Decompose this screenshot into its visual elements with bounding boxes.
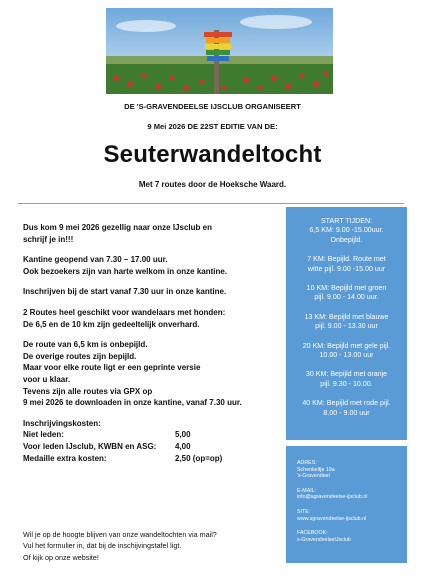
route-time	[286, 313, 407, 332]
start-times-panel	[286, 207, 407, 440]
contact-label: SITE:	[297, 508, 311, 515]
opening-line: Ook bezoekers zijn van harte welkom in onze kantine.	[23, 266, 228, 276]
route-time-line: witte pijl. 9.00 -15.00 uur	[307, 264, 386, 273]
page-subtitle: Met 7 routes door de Hoeksche Waard.	[138, 180, 287, 189]
route-time-line: pijl. 9.00 - 13.30 uur	[315, 322, 378, 331]
fee-row	[23, 441, 285, 453]
main-text	[23, 222, 285, 464]
opening-line: Kantine geopend van 7.30 – 17.00 uur.	[23, 255, 168, 265]
route-line: voor u klaar.	[23, 374, 71, 384]
fee-label: Niet leden:	[23, 430, 64, 440]
route-time-line: Onbepijld.	[330, 235, 363, 244]
contact-address	[297, 460, 407, 480]
footer-line: Vul het formulier in, dat bij de inschijvingstafel ligt.	[23, 541, 182, 551]
contact-panel	[286, 446, 407, 563]
route-time-line: 30 KM: Bepijld met oranje	[305, 370, 388, 379]
start-times-heading: START TIJDEN:	[320, 217, 373, 225]
route-time	[286, 399, 407, 418]
email-link[interactable]: info@sgravendeelse-ijsclub.nl	[297, 494, 368, 501]
header-banner-image	[106, 8, 333, 94]
divider	[18, 203, 404, 204]
route-time-line: 13 KM: Bepijld met blauwe	[304, 312, 389, 321]
organizer-line: DE 'S-GRAVENDEELSE IJSCLUB ORGANISEERT	[124, 102, 301, 111]
contact-email	[297, 488, 407, 501]
fee-value: 5,00	[175, 430, 191, 440]
page-title: Seuterwandeltocht	[103, 141, 322, 168]
dogs-line: 2 Routes heel geschikt voor wandelaars met honden:	[23, 307, 226, 317]
route-line: Tevens zijn alle routes via GPX op	[23, 386, 153, 396]
start-line: Inschrijven bij de start vanaf 7.30 uur in onze kantine.	[23, 287, 227, 297]
route-time	[286, 284, 407, 303]
contact-label: FACEBOOK:	[297, 530, 328, 537]
contact-value: 's-Gravendeel	[297, 473, 330, 480]
fees-heading: Inschrijvingskosten:	[23, 418, 101, 428]
footer-line: Wil je op de hoogte blijven van onze wandeltochten via mail?	[23, 530, 217, 539]
route-time-line: 10 KM: Bepijld met groen	[306, 284, 387, 293]
contact-facebook	[297, 530, 407, 543]
fee-label: Voor leden IJsclub, KWBN en ASG:	[23, 441, 157, 451]
route-time-line: 6,5 KM: 9.00 -15.00uur.	[309, 226, 384, 235]
route-time-line: 10.00 - 13.00 uur	[319, 351, 374, 360]
route-line: 9 mei 2026 te downloaden in onze kantine, vanaf 7.30 uur.	[23, 398, 242, 408]
edition-line: 9 Mei 2026 DE 22ST EDITIE VAN DE:	[147, 122, 278, 131]
route-line: De overige routes zijn bepijld.	[23, 351, 137, 361]
intro-line: Dus kom 9 mei 2026 gezellig naar onze IJsclub en	[23, 223, 212, 232]
footer-note	[23, 529, 285, 563]
fee-row	[23, 453, 285, 465]
route-time	[286, 255, 407, 274]
contact-label: E-MAIL:	[297, 487, 317, 494]
contact-label: ADRES:	[297, 460, 317, 466]
fee-row	[23, 429, 285, 441]
route-time-line: 7 KM: Bepijld. Route met	[307, 255, 386, 264]
route-time	[286, 342, 407, 361]
route-time-line: 20 KM: Bepijld met gele pijl.	[302, 341, 391, 350]
route-line: De route van 6,5 km is onbepijld.	[23, 340, 148, 350]
route-time	[286, 370, 407, 389]
route-time-line: pijl. 9.30 - 10.00.	[320, 379, 373, 388]
facebook-link[interactable]: s-GravendeelseIJsclub	[297, 536, 351, 543]
fee-value: 4,00	[175, 441, 191, 451]
route-time-line: 8.00 - 9.00 uur	[323, 408, 370, 417]
site-link[interactable]: www.sgravendeelse-ijsclub.nl	[297, 515, 367, 522]
dogs-line: De 6,5 en de 10 km zijn gedeeltelijk onverhard.	[23, 319, 200, 329]
start-times-heading-block	[286, 217, 407, 245]
fee-label: Medaille extra kosten:	[23, 453, 107, 463]
contact-site	[297, 509, 407, 522]
route-time-line: 40 KM: Bepijld met rode pijl.	[302, 399, 391, 408]
fee-value: 2,50 (op=op)	[175, 453, 223, 463]
contact-value: Schenkeltje 19a	[297, 466, 335, 473]
footer-line: Of kijk op onze website!	[23, 552, 99, 562]
intro-line: schrijf je in!!!	[23, 234, 74, 244]
route-time-line: pijl. 9.00 - 14.00 uur.	[314, 293, 379, 302]
route-line: Maar voor elke route ligt er een geprinte versie	[23, 363, 201, 373]
